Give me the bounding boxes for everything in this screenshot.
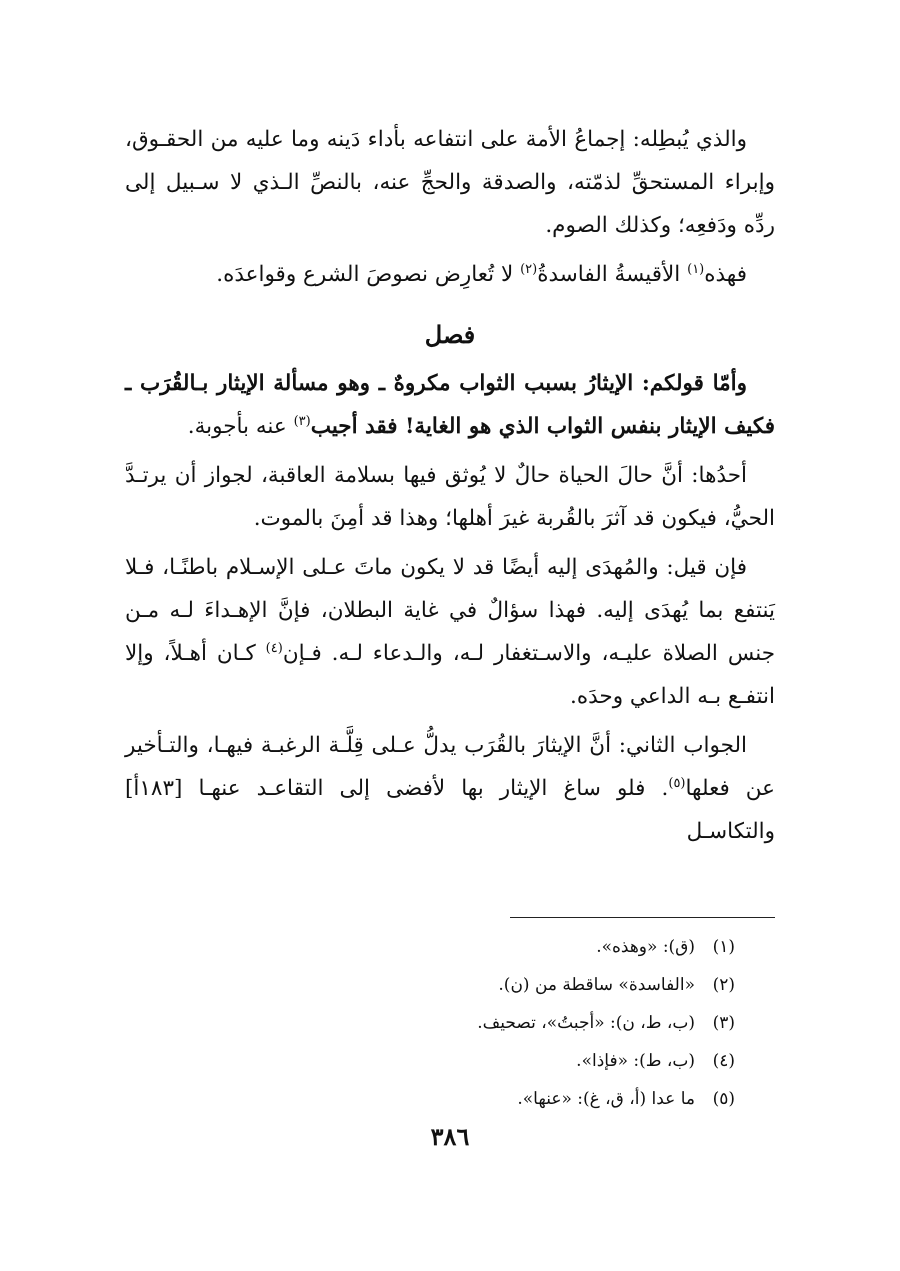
paragraph-2-text-b: الأقيسةُ الفاسدةُ [537, 262, 688, 287]
footnote-number: (٢) [712, 975, 735, 995]
paragraph-5 [125, 546, 775, 718]
footnote-ref-5[interactable]: (٥) [668, 775, 686, 791]
page-body [125, 118, 775, 853]
footnote-number: (٣) [712, 1013, 735, 1033]
page-number: ٣٨٦ [430, 1122, 470, 1151]
footnote-ref-2[interactable]: (٢) [520, 261, 538, 277]
footnote-text: (ب، ط): «فإذا». [576, 1051, 695, 1071]
paragraph-5-text-a: فإن قيل: والمُهدَى إليه أيضًا قد لا يكون ماتَ عـلى الإسـلام باطنًـا، فـلا يَنتفع بما يُهدَى إليه. فهذا سؤالٌ في غاية البطلان، فإنَّ الإهـداءَ لـه مـن جنس الصلاة عليـه، والاسـتغفار لـه، والـدعاء لـه. فـإن [125, 555, 776, 666]
paragraph-6-text-b: . فلو ساغ الإيثار بها لأفضى إلى التقاعـد عنهـا [١٨٣أ] والتكاسـل [125, 776, 775, 844]
footnote-ref-1[interactable]: (١) [687, 261, 705, 277]
paragraph-3-text: عنه بأجوبة. [187, 414, 294, 439]
footnotes [125, 928, 775, 1118]
section-heading: فصل [424, 320, 476, 349]
footnote-ref-3[interactable]: (٣) [293, 413, 311, 429]
paragraph-2 [125, 253, 775, 296]
footnote-text: (ب، ط، ن): «أجبتُ»، تصحيف. [477, 1013, 695, 1033]
footnote-2 [125, 966, 735, 1004]
paragraph-3 [125, 362, 775, 448]
footnote-number: (٤) [712, 1051, 735, 1071]
footnote-5 [125, 1080, 735, 1118]
paragraph-1: والذي يُبطِله: إجماعُ الأمة على انتفاعه بأداء دَينه وما عليه من الحقـوق، وإبراء المستحقِّ لذمّته، والصدقة والحجِّ عنه، بالنصِّ الـذي لا سـبيل إلى ردِّه ودَفعِه؛ وكذلك الصوم. [125, 127, 775, 238]
footnote-4 [125, 1042, 735, 1080]
paragraph-2-text-c: لا تُعارِض نصوصَ الشرع وقواعدَه. [216, 262, 521, 287]
paragraph-6 [125, 724, 775, 853]
footnote-1 [125, 928, 735, 966]
footnote-divider [510, 917, 775, 918]
paragraph-2-text-a: فهذه [704, 262, 747, 287]
paragraph-3-bold-text: وأمّا قولكم: الإيثارُ بسبب الثواب مكروهٌ ـ وهو مسألة الإيثار بـالقُرَب ـ فكيف الإيثار بنفس الثواب الذي هو الغاية! فقد أجيب [125, 371, 775, 439]
footnote-ref-4[interactable]: (٤) [265, 640, 283, 656]
paragraph-5-text-b: كـان أهـلاً، وإلا انتفـع بـه الداعي وحدَه. [125, 641, 775, 709]
paragraph-4: أحدُها: أنَّ حالَ الحياة حالٌ لا يُوثق فيها بسلامة العاقبة، لجواز أن يرتـدَّ الحيُّ، فيكون قد آثرَ بالقُربة غيرَ أهلها؛ وهذا قد أمِنَ بالموت. [125, 463, 775, 531]
footnote-3 [125, 1004, 735, 1042]
paragraph-6-text-a: الجواب الثاني: أنَّ الإيثارَ بالقُرَب يدلُّ عـلى قِلَّـة الرغبـة فيهـا، والتـأخير عن فعلها [125, 733, 775, 801]
footnote-number: (١) [712, 937, 735, 957]
footnote-text: «الفاسدة» ساقطة من (ن). [498, 975, 695, 995]
footnote-number: (٥) [712, 1089, 735, 1109]
footnote-text: (ق): «وهذه». [596, 937, 695, 957]
footnote-text: ما عدا (أ، ق، غ): «عنها». [517, 1089, 695, 1109]
